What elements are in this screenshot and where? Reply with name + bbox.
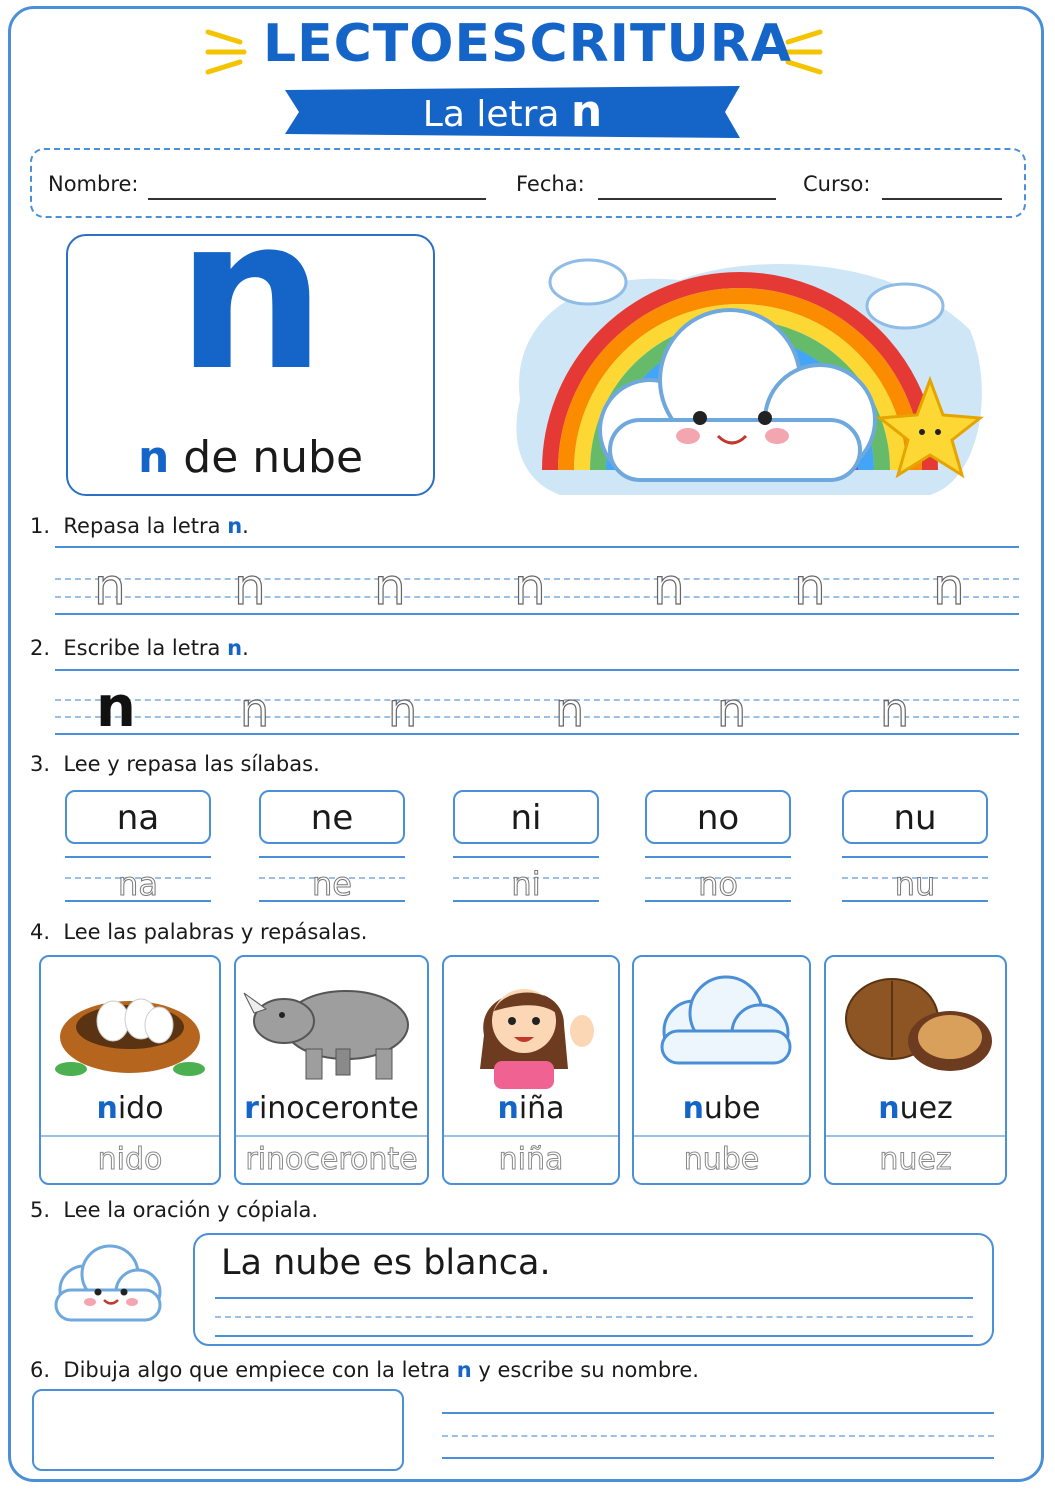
syllable-trace[interactable]: no	[698, 865, 738, 903]
trace-letter[interactable]: n	[240, 683, 270, 737]
trace-letter[interactable]: n	[717, 683, 747, 737]
writing-line[interactable]	[442, 1457, 994, 1459]
trace-letter[interactable]: n	[794, 558, 826, 616]
date-field[interactable]	[598, 198, 776, 200]
word-label: nube	[682, 1091, 761, 1126]
trace-letter[interactable]: n	[374, 558, 406, 616]
course-field[interactable]	[882, 198, 1002, 200]
guide-line	[55, 546, 1019, 548]
word-card-nina	[442, 955, 620, 1185]
cloud-icon	[634, 965, 809, 1089]
word-trace[interactable]: rinoceronte	[245, 1142, 418, 1177]
smiling-cloud-icon	[44, 1240, 172, 1330]
model-letter: n	[96, 675, 136, 740]
writing-line[interactable]	[215, 1297, 973, 1299]
trace-letter[interactable]: n	[555, 683, 585, 737]
rainbow-cloud-illustration	[500, 240, 995, 515]
course-label: Curso:	[803, 172, 871, 196]
girl-icon	[444, 965, 618, 1089]
syllable-trace[interactable]: nu	[894, 865, 936, 903]
trace-letter[interactable]: n	[234, 558, 266, 616]
walnut-icon	[826, 965, 1005, 1089]
exercise-2-instruction: 2. Escribe la letra n.	[30, 636, 249, 660]
page-title: LECTOESCRITURA	[263, 14, 792, 74]
subtitle: La letra n	[422, 86, 603, 137]
rhinoceros-icon	[236, 965, 427, 1089]
syllable-box: no	[645, 790, 791, 844]
word-card-nido	[39, 955, 221, 1185]
letter-caption: n de nube	[137, 432, 364, 483]
writing-dashed-line	[215, 1316, 973, 1318]
word-card-nuez	[824, 955, 1007, 1185]
nest-icon	[41, 965, 219, 1089]
word-trace[interactable]: nube	[683, 1142, 760, 1177]
name-label: Nombre:	[48, 172, 139, 196]
word-trace[interactable]: niña	[498, 1142, 564, 1177]
exercise-5-instruction: 5. Lee la oración y cópiala.	[30, 1198, 319, 1222]
trace-letter[interactable]: n	[514, 558, 546, 616]
word-label: niña	[497, 1091, 565, 1126]
exercise-1-instruction: 1. Repasa la letra n.	[30, 514, 249, 538]
exercise-4-instruction: 4. Lee las palabras y repásalas.	[30, 920, 368, 944]
word-label: nuez	[878, 1091, 953, 1126]
syllable-box: na	[65, 790, 211, 844]
word-label: nido	[96, 1091, 164, 1126]
date-label: Fecha:	[516, 172, 585, 196]
syllable-box: ne	[259, 790, 405, 844]
guide-dashed-line	[55, 699, 1019, 701]
writing-line[interactable]	[442, 1412, 994, 1414]
syllable-trace[interactable]: na	[118, 865, 158, 903]
syllable-trace[interactable]: ni	[511, 865, 541, 903]
big-letter: n	[176, 172, 326, 417]
trace-letter[interactable]: n	[94, 558, 126, 616]
exercise-3-instruction: 3. Lee y repasa las sílabas.	[30, 752, 320, 776]
writing-dashed-line	[442, 1435, 994, 1437]
writing-line[interactable]	[215, 1335, 973, 1337]
word-trace[interactable]: nuez	[879, 1142, 952, 1177]
trace-letter[interactable]: n	[653, 558, 685, 616]
syllable-box: ni	[453, 790, 599, 844]
model-sentence: La nube es blanca.	[221, 1243, 551, 1283]
trace-letter[interactable]: n	[388, 683, 418, 737]
syllable-trace[interactable]: ne	[312, 865, 352, 903]
exercise-6-instruction: 6. Dibuja algo que empiece con la letra n y escribe su nombre.	[30, 1358, 699, 1382]
guide-line	[55, 669, 1019, 671]
word-trace[interactable]: nido	[97, 1142, 163, 1177]
trace-letter[interactable]: n	[933, 558, 965, 616]
drawing-box[interactable]	[32, 1389, 404, 1471]
word-card-nube	[632, 955, 811, 1185]
word-label: rinoceronte	[244, 1091, 419, 1126]
syllable-box: nu	[842, 790, 988, 844]
guide-dashed-line	[55, 716, 1019, 718]
word-card-rinoceronte	[234, 955, 429, 1185]
guide-line	[55, 733, 1019, 735]
trace-letter[interactable]: n	[880, 683, 910, 737]
